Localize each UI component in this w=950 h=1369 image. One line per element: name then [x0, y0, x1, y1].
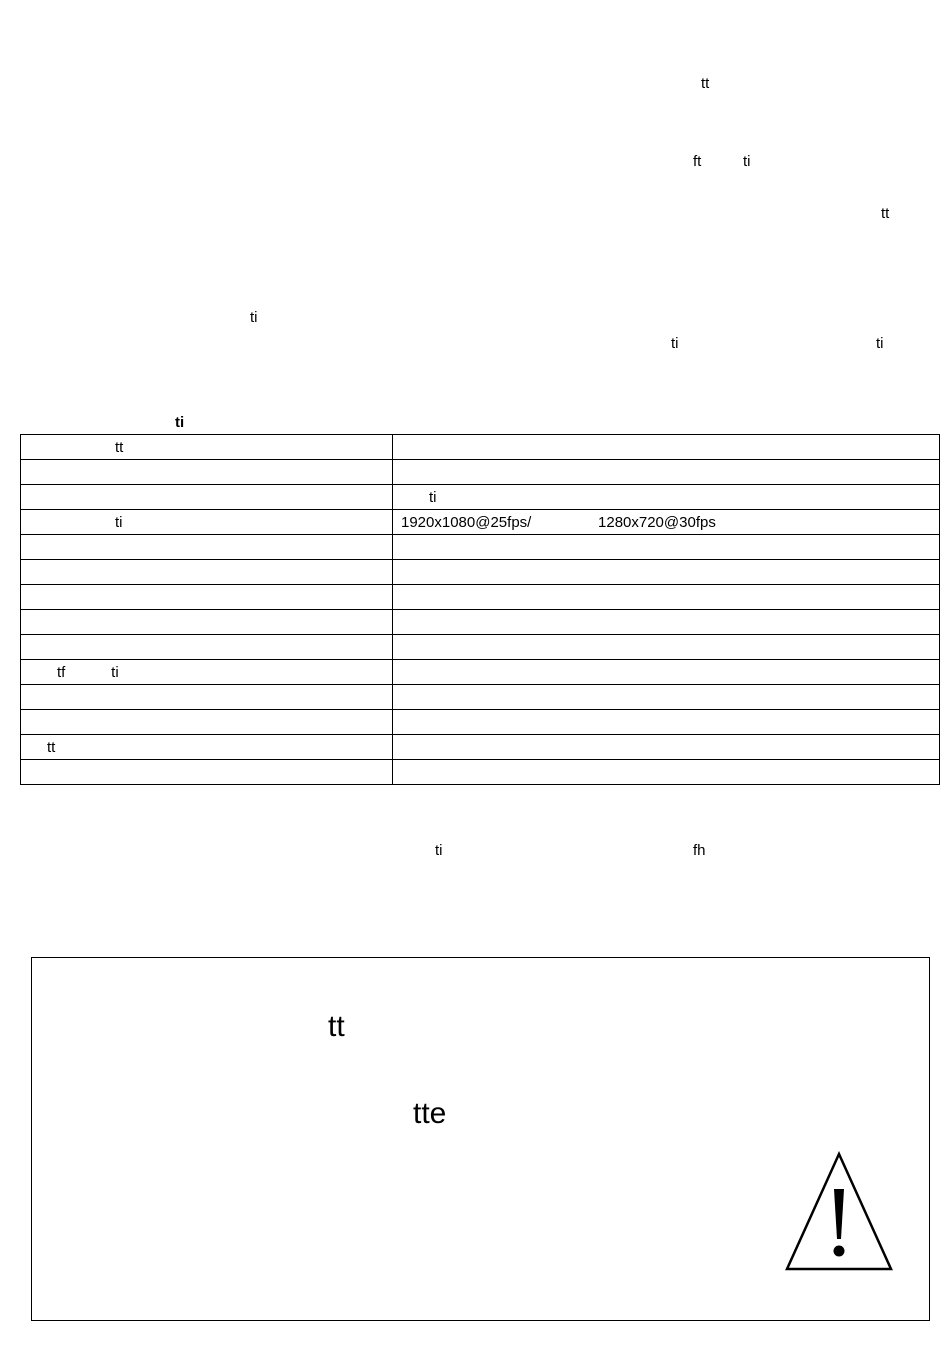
table-cell-label: tt	[21, 435, 393, 460]
table-cell-value	[393, 610, 940, 635]
intro-fragment: tt	[881, 205, 890, 222]
table-cell-label	[21, 685, 393, 710]
table-cell-value	[393, 635, 940, 660]
warning-text-line1: tt	[328, 1010, 345, 1043]
intro-fragment: ti	[671, 335, 679, 352]
table-cell-label	[21, 460, 393, 485]
table-cell-label	[21, 560, 393, 585]
intro-fragment: ti	[250, 309, 258, 326]
table-cell-label	[21, 610, 393, 635]
table-cell-value	[393, 660, 940, 685]
table-row	[21, 685, 940, 710]
warning-triangle-icon	[784, 1151, 894, 1273]
table-row	[21, 510, 940, 535]
table-cell-label	[21, 760, 393, 785]
table-cell-label	[21, 485, 393, 510]
table-row	[21, 735, 940, 760]
table-cell-label: tt	[21, 735, 393, 760]
table-cell-label	[21, 585, 393, 610]
table-row	[21, 635, 940, 660]
intro-fragment: ti	[743, 153, 751, 170]
warning-text-line2: tte	[413, 1097, 447, 1130]
table-row	[21, 585, 940, 610]
note-fragment: ti	[435, 842, 443, 859]
table-cell-label	[21, 635, 393, 660]
intro-fragment: tt	[701, 75, 710, 92]
table-cell-value: ti	[393, 485, 940, 510]
table-cell-value	[393, 560, 940, 585]
table-cell-value	[393, 435, 940, 460]
table-row	[21, 535, 940, 560]
intro-fragment: ft	[693, 153, 702, 170]
table-cell-value	[393, 760, 940, 785]
table-row	[21, 760, 940, 785]
table-row	[21, 710, 940, 735]
table-row	[21, 660, 940, 685]
warning-box	[31, 957, 930, 1321]
table-row	[21, 485, 940, 510]
table-cell-label: ti	[21, 510, 393, 535]
table-cell-label	[21, 535, 393, 560]
table-cell-value	[393, 535, 940, 560]
table-row	[21, 435, 940, 460]
spec-table	[20, 434, 940, 785]
table-cell-label	[21, 710, 393, 735]
table-row	[21, 460, 940, 485]
table-cell-value	[393, 685, 940, 710]
note-fragment: fh	[693, 842, 706, 859]
table-row	[21, 560, 940, 585]
table-cell-value: 1920x1080@25fps/ 1280x720@30fps	[393, 510, 940, 535]
intro-fragment: ti	[876, 335, 884, 352]
table-cell-label: tf ti	[21, 660, 393, 685]
table-cell-value	[393, 460, 940, 485]
table-cell-value	[393, 710, 940, 735]
table-title: ti	[175, 414, 185, 431]
table-row	[21, 610, 940, 635]
table-cell-value	[393, 735, 940, 760]
table-cell-value	[393, 585, 940, 610]
